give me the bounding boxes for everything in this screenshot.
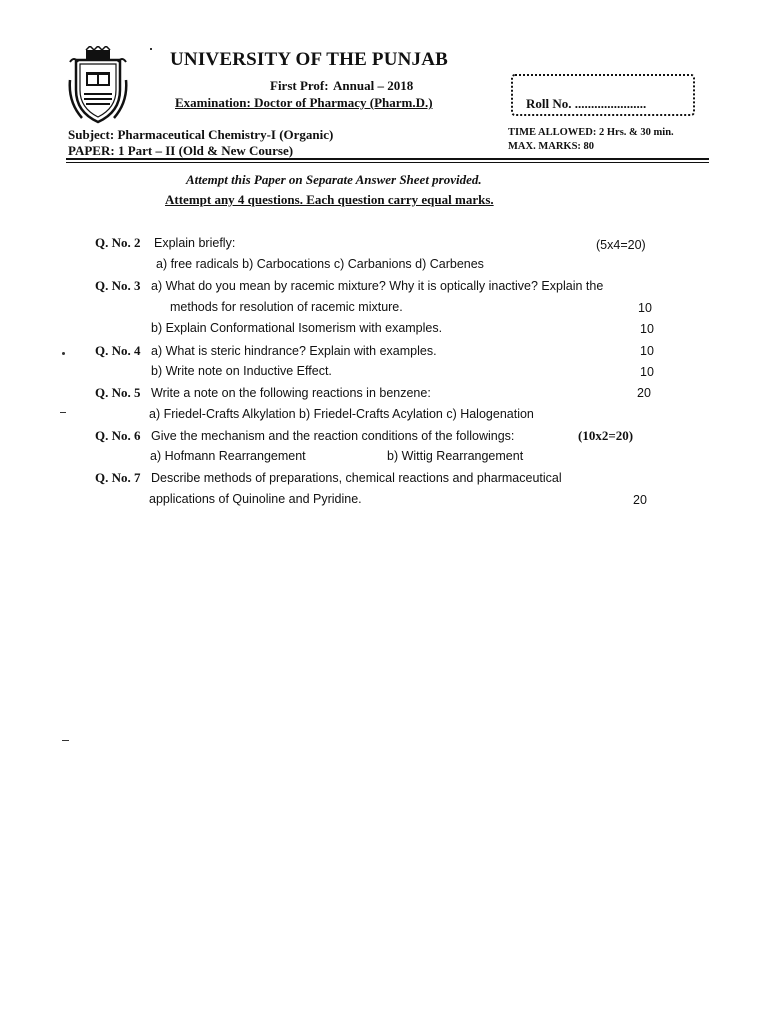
examination-title: Examination: Doctor of Pharmacy (Pharm.D.) [175,95,433,110]
question-6a-text: a) Hofmann Rearrangement [150,449,306,463]
question-3b-text: b) Explain Conformational Isomerism with examples. [151,321,443,335]
question-6-label: Q. No. 6 [95,428,141,443]
question-5-parts: a) Friedel-Crafts Alkylation b) Friedel-Crafts Acylation c) Halogenation [149,407,534,421]
max-marks: MAX. MARKS: 80 [508,141,595,152]
scan-speck [62,740,69,741]
instruction-answer-sheet: Attempt this Paper on Separate Answer Sheet provided. [186,172,482,187]
question-2-marks: (5x4=20) [596,238,646,252]
university-crest-logo [68,46,128,124]
question-4a-marks: 10 [640,344,654,358]
question-2-label: Q. No. 2 [95,235,141,250]
question-3-text: a) What do you mean by racemic mixture? Why it is optically inactive? Explain the [151,279,604,293]
question-6-marks: (10x2=20) [578,428,634,443]
scan-speck [60,412,66,413]
subject-line: Subject: Pharmaceutical Chemistry-I (Organic) [68,127,334,142]
first-prof-label: First Prof: [270,78,329,93]
question-7-label: Q. No. 7 [95,470,141,485]
instruction-attempt: Attempt any 4 questions. Each question carry equal marks. [165,192,494,207]
roll-number-label: Roll No. ...................... [526,96,647,111]
university-name: UNIVERSITY OF THE PUNJAB [170,49,449,70]
question-6b-text: b) Wittig Rearrangement [387,449,524,463]
header-rule-bottom [66,162,709,163]
question-4-label: Q. No. 4 [95,343,141,358]
question-3a-marks: 10 [638,301,652,315]
header-rule-top [66,158,709,160]
question-6-text: Give the mechanism and the reaction conditions of the followings: [151,429,515,443]
time-allowed: TIME ALLOWED: 2 Hrs. & 30 min. [508,127,674,138]
question-4b-text: b) Write note on Inductive Effect. [151,364,332,378]
paper-line: PAPER: 1 Part – II (Old & New Course) [68,143,294,158]
question-3b-marks: 10 [640,322,654,336]
annual-year: Annual – 2018 [333,78,414,93]
question-7-text: Describe methods of preparations, chemical reactions and pharmaceutical [151,471,562,485]
question-3-continuation: methods for resolution of racemic mixture. [170,300,403,314]
question-3-label: Q. No. 3 [95,278,141,293]
scan-speck [62,352,65,355]
question-7-continuation: applications of Quinoline and Pyridine. [149,492,362,506]
question-7-marks: 20 [633,493,647,507]
question-5-marks: 20 [637,386,651,400]
question-2-parts: a) free radicals b) Carbocations c) Carbanions d) Carbenes [156,257,484,271]
question-5-label: Q. No. 5 [95,385,141,400]
question-5-text: Write a note on the following reactions in benzene: [151,386,431,400]
question-2-text: Explain briefly: [154,236,236,250]
question-4b-marks: 10 [640,365,654,379]
question-4-text: a) What is steric hindrance? Explain with examples. [151,344,437,358]
scan-speck [150,48,152,50]
